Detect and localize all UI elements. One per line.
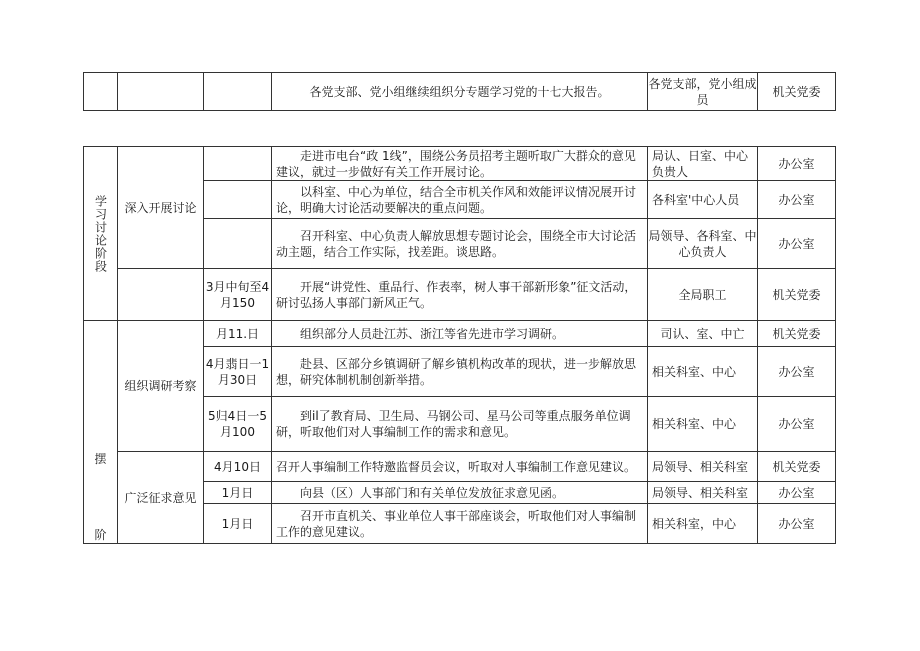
- time-cell: 3月中旬至4月150: [204, 269, 272, 321]
- time-cell: [204, 219, 272, 269]
- time-cell: [204, 73, 272, 111]
- participants-cell: 局领导、相关科室: [648, 452, 758, 482]
- time-cell: [204, 147, 272, 181]
- responsible-cell: 机关党委: [758, 452, 836, 482]
- participants-cell: 局认、日室、中心负贵人: [648, 147, 758, 181]
- content-cell: 走进市电台“政 1线”，围绕公务员招考主题听取广大群众的意见建议，就过一步做好有关工作开展讨论。: [272, 147, 648, 181]
- content-cell: 开展“讲党性、重品行、作表率，树人事干部新形象”征文活动，研讨弘扬人事部门新风正气。: [272, 269, 648, 321]
- responsible-cell: 机关党委: [758, 269, 836, 321]
- content-cell: 向县（区）人事部门和有关单位发放征求意见函。: [272, 482, 648, 504]
- schedule-table: [83, 146, 836, 544]
- time-cell: 5归4日一5月100: [204, 397, 272, 452]
- time-cell: [204, 181, 272, 219]
- content-cell: 各党支部、党小组继续组织分专题学习党的十七大报告。: [272, 73, 648, 111]
- time-cell: 1月日: [204, 482, 272, 504]
- participants-cell: 相关科室、中心: [648, 347, 758, 397]
- stage-cell: [84, 73, 118, 111]
- time-cell: 月11.日: [204, 321, 272, 347]
- activity-label: 组织调研考察: [118, 321, 204, 452]
- activity-cell: [118, 73, 204, 111]
- stage-label-study: 学习讨论阶段: [84, 147, 118, 321]
- activity-label: 深入开展讨论: [118, 147, 204, 269]
- table-row: [84, 321, 836, 347]
- content-cell: 召开科室、中心负责人解放思想专题讨论会，围绕全市大讨论活动主题，结合工作实际，找差距。谈思路。: [272, 219, 648, 269]
- top-table: [83, 72, 836, 111]
- responsible-cell: 办公室: [758, 482, 836, 504]
- time-cell: 1月日: [204, 504, 272, 544]
- stage-label-act: 摆 阶: [84, 321, 118, 544]
- content-cell: 组织部分人员赴江苏、浙江等省先进市学习调研。: [272, 321, 648, 347]
- responsible-cell: 机关党委: [758, 73, 836, 111]
- participants-cell: 各科室'中心人员: [648, 181, 758, 219]
- table-row: [84, 147, 836, 181]
- content-cell: 赴县、区部分乡镇调研了解乡镇机构改革的现状，进一步解放思想，研究体制机制创新举措。: [272, 347, 648, 397]
- content-cell: 召开市直机关、事业单位人事干部座谈会，听取他们对人事编制工作的意见建议。: [272, 504, 648, 544]
- content-cell: 到il了教育局、卫生局、马钢公司、星马公司等重点服务单位调研，听取他们对人事编制工作的需求和意见。: [272, 397, 648, 452]
- activity-label: 广泛征求意见: [118, 452, 204, 544]
- responsible-cell: 办公室: [758, 181, 836, 219]
- participants-cell: 局领导、各科室、中心负责人: [648, 219, 758, 269]
- activity-cell: [118, 269, 204, 321]
- participants-cell: 局领导、相关科室: [648, 482, 758, 504]
- responsible-cell: 办公室: [758, 397, 836, 452]
- responsible-cell: 办公室: [758, 219, 836, 269]
- participants-cell: 各党支部，党小组成员: [648, 73, 758, 111]
- responsible-cell: 办公室: [758, 504, 836, 544]
- responsible-cell: 机关党委: [758, 321, 836, 347]
- participants-cell: 相关科室，中心: [648, 504, 758, 544]
- participants-cell: 司认、室、中亡: [648, 321, 758, 347]
- content-cell: 召开人事编制工作特邀监督员会议，听取对人事编制工作意见建议。: [272, 452, 648, 482]
- table-row: [84, 452, 836, 482]
- responsible-cell: 办公室: [758, 147, 836, 181]
- table-row: [84, 269, 836, 321]
- participants-cell: 全局职工: [648, 269, 758, 321]
- participants-cell: 相关科室、中心: [648, 397, 758, 452]
- content-cell: 以科室、中心为单位，结合全市机关作风和效能评议情况展开讨论，明确大讨论活动要解决的重点问题。: [272, 181, 648, 219]
- responsible-cell: 办公室: [758, 347, 836, 397]
- time-cell: 4月10日: [204, 452, 272, 482]
- time-cell: 4月翡日一1月30日: [204, 347, 272, 397]
- table-row: [84, 73, 836, 111]
